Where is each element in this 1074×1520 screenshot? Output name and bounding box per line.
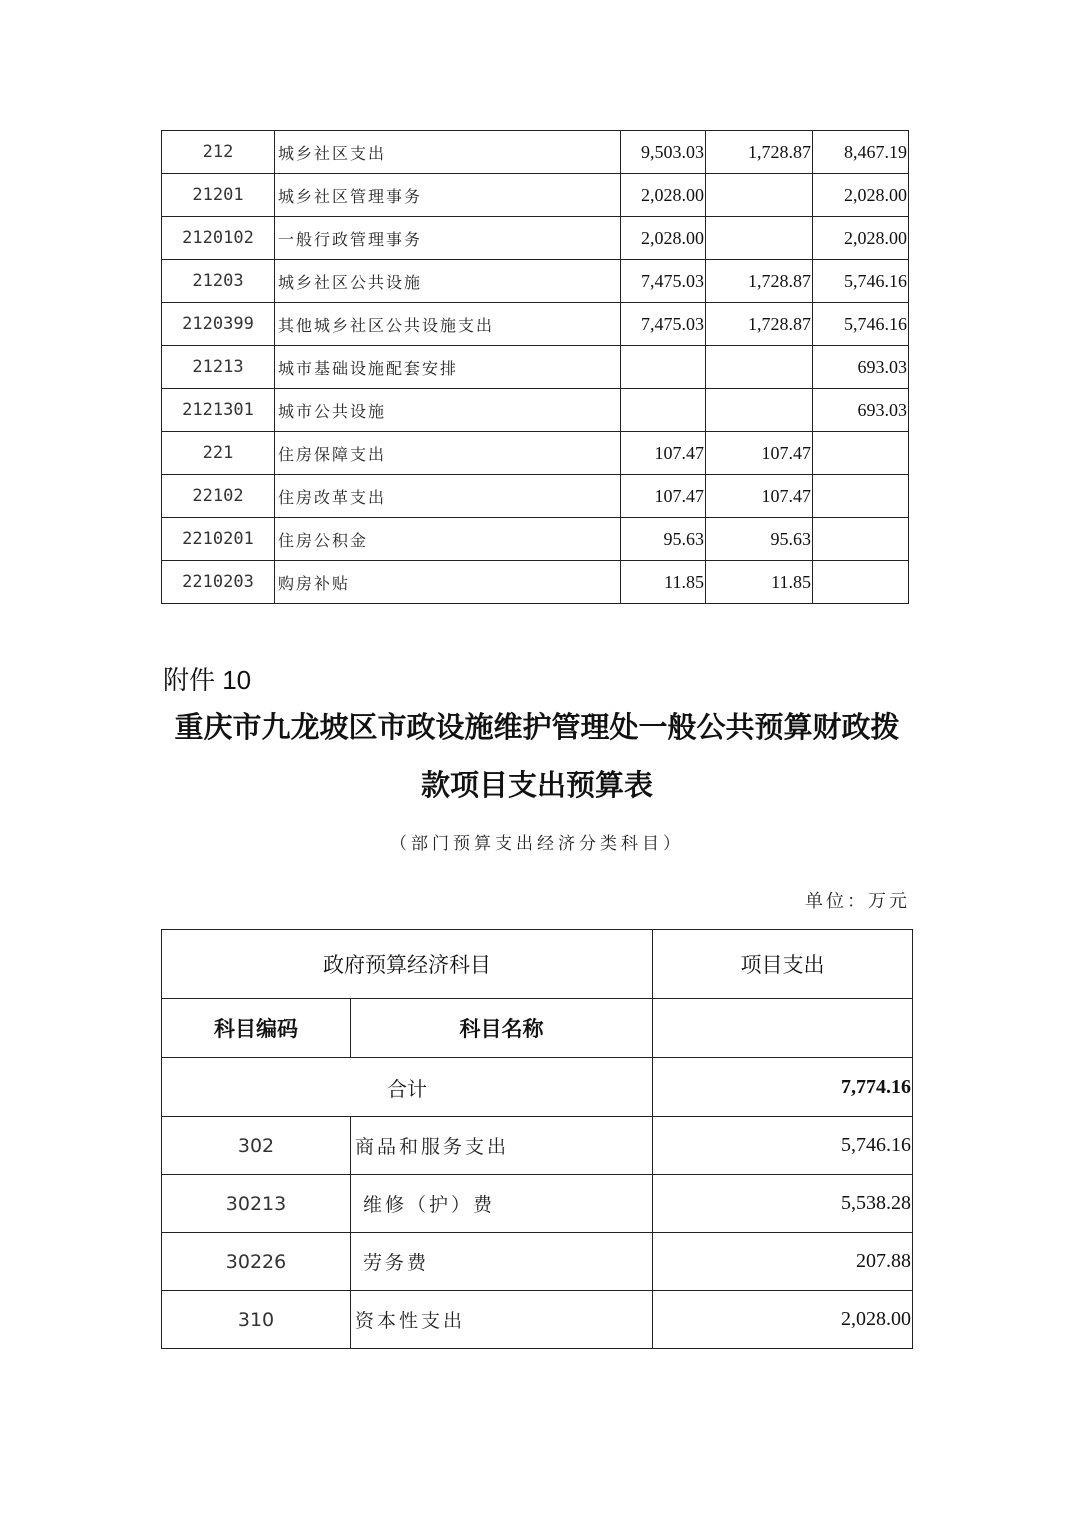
table-row [162, 475, 909, 518]
table-row [162, 1233, 913, 1291]
header-economic-subject: 政府预算经济科目 [162, 930, 653, 999]
amount-project-cell: 693.03 [813, 389, 909, 432]
total-label: 合计 [162, 1058, 653, 1117]
amount-basic-cell: 107.47 [706, 475, 813, 518]
unit-label: 单位：万元 [805, 891, 910, 912]
subject-name-cell: 其他城乡社区公共设施支出 [275, 303, 621, 346]
subject-name-cell: 资本性支出 [351, 1291, 653, 1349]
amount-project-cell: 2,028.00 [813, 217, 909, 260]
table-row [162, 303, 909, 346]
amount-total-cell: 2,028.00 [621, 217, 706, 260]
table-row [162, 346, 909, 389]
header-subject-name: 科目名称 [351, 999, 653, 1058]
amount-total-cell [621, 346, 706, 389]
amount-project-cell [813, 432, 909, 475]
project-expenditure-table [161, 929, 913, 1349]
table-row [162, 1291, 913, 1349]
table-row [162, 518, 909, 561]
subject-name-cell: 城市基础设施配套安排 [275, 346, 621, 389]
table-row [162, 217, 909, 260]
header-project-expenditure: 项目支出 [653, 930, 913, 999]
subject-name-cell: 住房改革支出 [275, 475, 621, 518]
subject-name-cell: 商品和服务支出 [351, 1117, 653, 1175]
subject-name-cell: 住房公积金 [275, 518, 621, 561]
table-row [162, 174, 909, 217]
subject-name-cell: 购房补贴 [275, 561, 621, 604]
subject-name-cell: 维修（护）费 [351, 1175, 653, 1233]
amount-project-cell: 2,028.00 [813, 174, 909, 217]
amount-project-cell: 8,467.19 [813, 131, 909, 174]
amount-basic-cell: 107.47 [706, 432, 813, 475]
amount-basic-cell: 1,728.87 [706, 131, 813, 174]
amount-total-cell: 7,475.03 [621, 303, 706, 346]
subject-code-cell: 21213 [162, 346, 275, 389]
subject-code-cell: 22102 [162, 475, 275, 518]
amount-basic-cell [706, 389, 813, 432]
amount-total-cell: 2,028.00 [621, 174, 706, 217]
subject-code-cell: 21203 [162, 260, 275, 303]
amount-basic-cell [706, 346, 813, 389]
subject-name-cell: 城乡社区管理事务 [275, 174, 621, 217]
total-row [162, 1058, 913, 1117]
project-expenditure-cell: 2,028.00 [653, 1291, 913, 1349]
page-title-line-2: 款项目支出预算表 [420, 768, 653, 802]
table-row [162, 1117, 913, 1175]
subject-code-cell: 302 [162, 1117, 351, 1175]
subject-code-cell: 2120102 [162, 217, 275, 260]
amount-project-cell: 5,746.16 [813, 260, 909, 303]
amount-basic-cell: 95.63 [706, 518, 813, 561]
subject-code-cell: 2120399 [162, 303, 275, 346]
attachment-label: 附件 10 [163, 665, 252, 695]
amount-basic-cell: 1,728.87 [706, 303, 813, 346]
continuation-budget-table [161, 130, 909, 604]
project-expenditure-cell: 5,746.16 [653, 1117, 913, 1175]
subject-name-cell: 城市公共设施 [275, 389, 621, 432]
table-row [162, 389, 909, 432]
table-row [162, 131, 909, 174]
subject-code-cell: 2121301 [162, 389, 275, 432]
amount-basic-cell [706, 174, 813, 217]
amount-project-cell [813, 561, 909, 604]
amount-basic-cell: 11.85 [706, 561, 813, 604]
subject-code-cell: 21201 [162, 174, 275, 217]
amount-project-cell [813, 518, 909, 561]
amount-total-cell: 9,503.03 [621, 131, 706, 174]
amount-total-cell [621, 389, 706, 432]
project-expenditure-cell: 207.88 [653, 1233, 913, 1291]
subject-code-cell: 212 [162, 131, 275, 174]
header-row-columns [162, 999, 913, 1058]
table-row [162, 1175, 913, 1233]
amount-project-cell: 693.03 [813, 346, 909, 389]
subject-name-cell: 城乡社区支出 [275, 131, 621, 174]
table-row [162, 432, 909, 475]
subject-code-cell: 2210203 [162, 561, 275, 604]
amount-total-cell: 107.47 [621, 475, 706, 518]
header-row-group [162, 930, 913, 999]
subject-code-cell: 30213 [162, 1175, 351, 1233]
amount-total-cell: 7,475.03 [621, 260, 706, 303]
subject-code-cell: 221 [162, 432, 275, 475]
subject-code-cell: 30226 [162, 1233, 351, 1291]
project-expenditure-cell: 5,538.28 [653, 1175, 913, 1233]
table-row [162, 561, 909, 604]
amount-basic-cell: 1,728.87 [706, 260, 813, 303]
amount-project-cell: 5,746.16 [813, 303, 909, 346]
header-subject-code: 科目编码 [162, 999, 351, 1058]
table-row [162, 260, 909, 303]
amount-total-cell: 11.85 [621, 561, 706, 604]
total-value: 7,774.16 [653, 1058, 913, 1117]
subject-name-cell: 住房保障支出 [275, 432, 621, 475]
subject-code-cell: 2210201 [162, 518, 275, 561]
subject-name-cell: 一般行政管理事务 [275, 217, 621, 260]
amount-total-cell: 107.47 [621, 432, 706, 475]
amount-total-cell: 95.63 [621, 518, 706, 561]
subject-code-cell: 310 [162, 1291, 351, 1349]
page-title-line-1: 重庆市九龙坡区市政设施维护管理处一般公共预算财政拨 [174, 710, 900, 744]
page-subtitle: （部门预算支出经济分类科目） [390, 834, 684, 854]
header-empty-cell [653, 999, 913, 1058]
amount-project-cell [813, 475, 909, 518]
subject-name-cell: 劳务费 [351, 1233, 653, 1291]
amount-basic-cell [706, 217, 813, 260]
subject-name-cell: 城乡社区公共设施 [275, 260, 621, 303]
